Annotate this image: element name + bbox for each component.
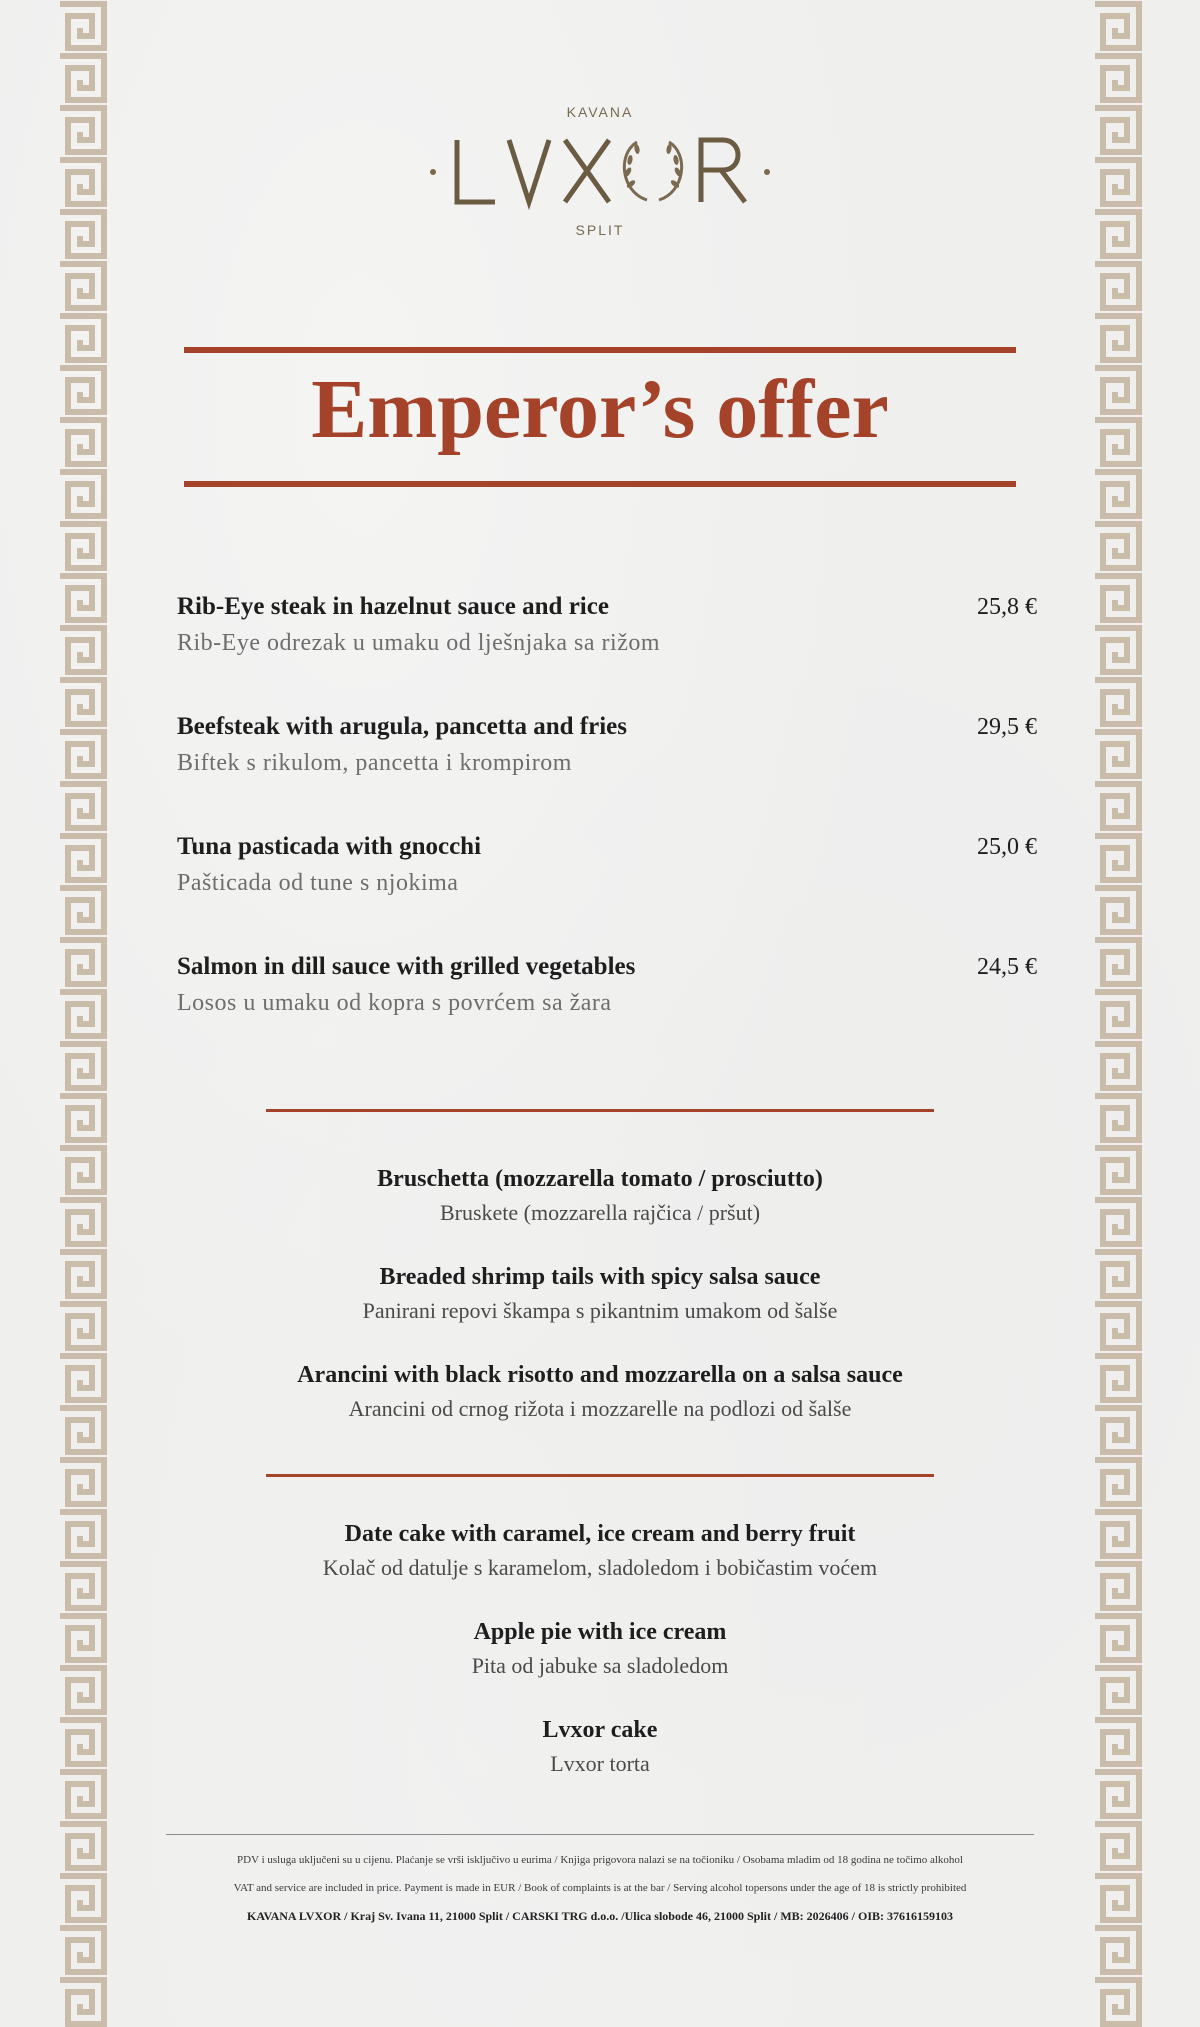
footer-line-hr: PDV i usluga uključeni su u cijenu. Plaćanje se vrši isključivo u eurima / Knjiga prigovora nalazi se na točioniku / Osobama mladim od 18 godina ne točimo alkohol <box>237 1854 963 1866</box>
main-dishes-list <box>177 590 1037 1070</box>
dish-name: Bruschetta (mozzarella tomato / prosciutto) <box>377 1166 823 1192</box>
section-divider <box>266 1109 934 1112</box>
dish-name: Rib-Eye steak in hazelnut sauce and rice <box>177 593 609 620</box>
menu-item <box>140 1615 1060 1713</box>
dish-price: 24,5 € <box>977 954 1037 980</box>
dish-name: Tuna pasticada with gnocchi <box>177 833 482 860</box>
dish-description: Pita od jabuke sa sladoledom <box>471 1653 729 1678</box>
dish-name: Breaded shrimp tails with spicy salsa sauce <box>379 1264 821 1290</box>
brand-split-label: SPLIT <box>575 222 625 238</box>
dish-name: Lvxor cake <box>542 1717 658 1743</box>
greek-key-border-right <box>1091 0 1143 2027</box>
menu-item <box>140 1162 1060 1260</box>
dish-description: Arancini od crnog rižota i mozzarelle na podlozi od šalše <box>348 1396 852 1421</box>
title-rule-bottom <box>184 481 1016 487</box>
menu-item <box>140 1358 1060 1456</box>
dish-name: Date cake with caramel, ice cream and berry fruit <box>344 1521 856 1547</box>
dish-price: 25,8 € <box>977 594 1037 620</box>
brand-kavana-label: KAVANA <box>566 104 634 120</box>
menu-item <box>177 830 1037 950</box>
menu-item <box>140 1260 1060 1358</box>
menu-item <box>177 950 1037 1070</box>
dish-description: Losos u umaku od kopra s povrćem sa žara <box>177 990 612 1016</box>
desserts-list <box>140 1517 1060 1811</box>
footer-address: KAVANA LVXOR / Kraj Sv. Ivana 11, 21000 Split / CARSKI TRG d.o.o. /Ulica slobode 46, 21000 Split / MB: 2026406 / OIB: 37616159103 <box>247 1909 953 1923</box>
page-title: Emperor’s offer <box>311 363 889 456</box>
dish-name: Arancini with black risotto and mozzarella on a salsa sauce <box>297 1362 903 1388</box>
greek-key-border-left <box>56 0 108 2027</box>
footer-line-en: VAT and service are included in price. Payment is made in EUR / Book of complaints is at the bar / Serving alcohol topersons under the age of 18 is strictly prohibited <box>233 1882 967 1894</box>
dish-description: Rib-Eye odrezak u umaku od lješnjaka sa rižom <box>177 630 661 656</box>
dish-description: Kolač od datulje s karamelom, sladoledom i bobičastim voćem <box>322 1555 878 1580</box>
dish-price: 25,0 € <box>977 834 1037 860</box>
dish-description: Biftek s rikulom, pancetta i krompirom <box>177 750 572 776</box>
lvxor-logo <box>425 132 775 212</box>
footer-rule <box>166 1834 1034 1835</box>
dish-name: Apple pie with ice cream <box>473 1619 727 1645</box>
menu-item <box>140 1713 1060 1811</box>
dish-name: Salmon in dill sauce with grilled vegetables <box>177 953 636 980</box>
menu-item <box>177 710 1037 830</box>
menu-item <box>140 1517 1060 1615</box>
dish-price: 29,5 € <box>977 714 1037 740</box>
dish-description: Lvxor torta <box>550 1751 650 1776</box>
dish-description: Pašticada od tune s njokima <box>177 870 459 896</box>
dish-name: Beefsteak with arugula, pancetta and fries <box>177 713 627 740</box>
section-divider <box>266 1474 934 1477</box>
title-rule-top <box>184 347 1016 353</box>
dish-description: Panirani repovi škampa s pikantnim umakom od šalše <box>362 1298 838 1323</box>
starters-list <box>140 1162 1060 1456</box>
dish-description: Bruskete (mozzarella rajčica / pršut) <box>439 1200 761 1225</box>
footer <box>140 1846 1060 1930</box>
menu-item <box>177 590 1037 710</box>
